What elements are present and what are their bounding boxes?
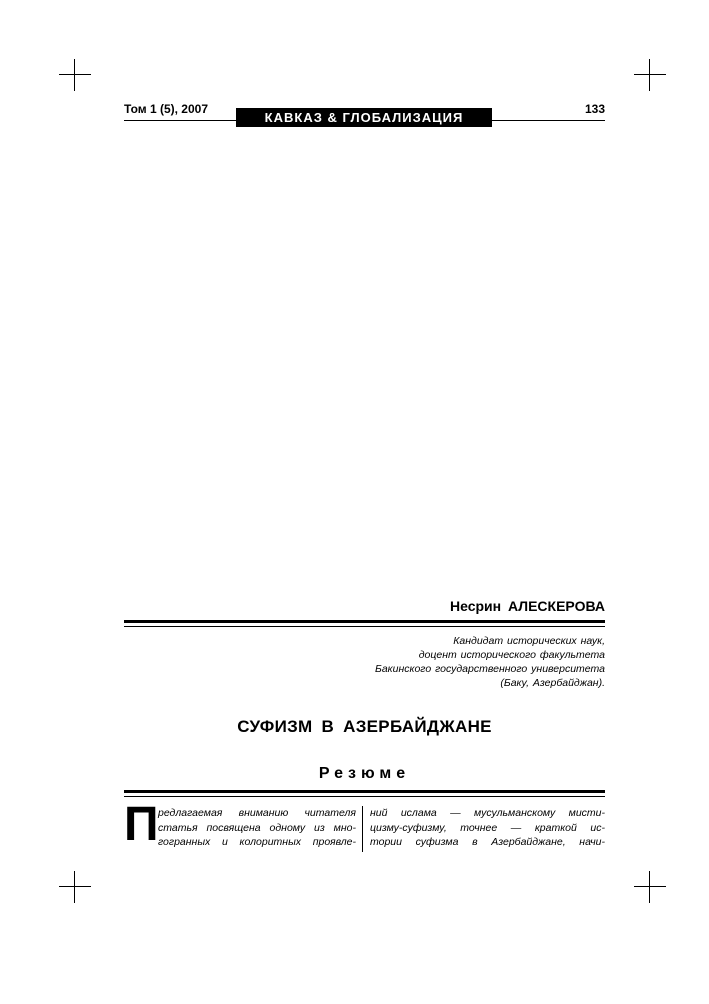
- text-line: гогранных и колоритных проявле-: [158, 836, 356, 848]
- author-name: Несрин АЛЕСКЕРОВА: [449, 598, 605, 614]
- text-line: редлагаемая вниманию читателя: [158, 807, 356, 819]
- section-rule-thin: [124, 796, 605, 797]
- text-line: тории суфизма в Азербайджане, начи-: [370, 836, 605, 848]
- crop-mark-top-left: [59, 59, 91, 91]
- page-number: 133: [584, 102, 605, 116]
- crop-mark-bottom-left: [59, 871, 91, 903]
- drop-cap: П: [124, 798, 159, 851]
- author-rule-thick: [124, 620, 605, 623]
- text-line: ний ислама — мусульманскому мисти-: [370, 807, 605, 819]
- crop-mark-bottom-right: [634, 871, 666, 903]
- affiliation-line: (Баку, Азербайджан).: [500, 677, 605, 689]
- affiliation-line: Бакинского государственного университета: [374, 663, 605, 675]
- section-rule-thick: [124, 790, 605, 793]
- affiliation-line: доцент исторического факультета: [418, 649, 605, 661]
- author-affiliation: [375, 634, 605, 690]
- crop-mark-top-right: [634, 59, 666, 91]
- text-column-right: [370, 806, 605, 850]
- text-line: статья посвящена одному из мно-: [158, 821, 356, 834]
- volume-label: Том 1 (5), 2007: [124, 102, 208, 116]
- author-rule-thin: [124, 626, 605, 627]
- affiliation-line: Кандидат исторических наук,: [453, 635, 605, 647]
- column-divider: [362, 806, 363, 852]
- text-column-left: [158, 806, 356, 850]
- text-line: цизму-суфизму, точнее — краткой ис-: [370, 821, 605, 834]
- article-title: СУФИЗМ В АЗЕРБАЙДЖАНЕ: [237, 717, 492, 736]
- section-heading: Резюме: [318, 765, 411, 782]
- journal-title: КАВКАЗ & ГЛОБАЛИЗАЦИЯ: [236, 108, 492, 127]
